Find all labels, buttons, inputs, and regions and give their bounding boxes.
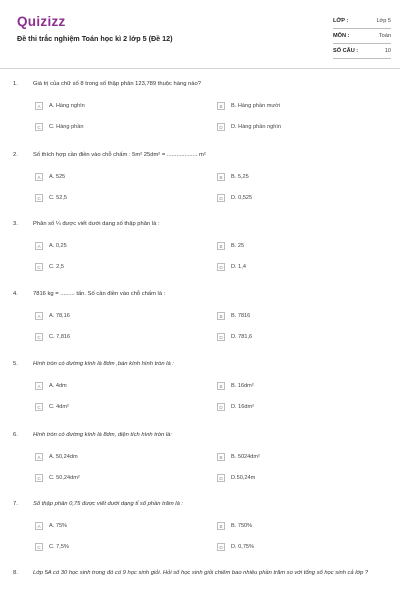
option-letter-box[interactable]: D <box>217 123 225 131</box>
meta-value: 10 <box>384 48 391 54</box>
question-text: Số thập phân 0,75 được viết dưới dạng tỉ số phần trăm là : <box>33 501 184 507</box>
answer-option-c[interactable] <box>35 263 64 271</box>
option-letter-box[interactable]: C <box>35 194 43 202</box>
option-text: C. 50,24dm² <box>49 475 80 481</box>
option-text: A. 75% <box>49 523 68 529</box>
option-text: D. 781,6 <box>231 334 253 340</box>
option-letter-box[interactable]: C <box>35 263 43 271</box>
option-letter-box[interactable]: A <box>35 312 43 320</box>
option-text: A. 78,16 <box>49 313 70 319</box>
meta-label: SỐ CÂU : <box>333 48 359 54</box>
option-text: B. 750% <box>231 523 253 529</box>
question-number: 1. <box>13 81 18 87</box>
option-letter-box[interactable]: A <box>35 522 43 530</box>
option-letter-box[interactable]: D <box>217 474 225 482</box>
option-letter-box[interactable]: A <box>35 173 43 181</box>
option-letter-box[interactable]: B <box>217 522 225 530</box>
meta-value: Lớp 5 <box>376 18 391 24</box>
question-header <box>13 290 389 298</box>
answer-option-a[interactable] <box>35 102 85 110</box>
answer-option-a[interactable] <box>35 382 67 390</box>
option-text: B. 5024dm² <box>231 454 260 460</box>
option-text: A. 4dm <box>49 383 67 389</box>
option-letter-box[interactable]: C <box>35 333 43 341</box>
answer-option-c[interactable] <box>35 333 70 341</box>
answer-option-b[interactable] <box>217 522 252 530</box>
answer-option-c[interactable] <box>35 194 67 202</box>
question-text: 7816 kg = ......... tấn. Số cần điền vào chỗ chấm là : <box>33 291 166 297</box>
meta-label: MÔN : <box>333 33 350 39</box>
quizizz-logo: Quizizz <box>17 14 66 29</box>
meta-box <box>333 14 391 59</box>
question-1 <box>13 80 389 142</box>
option-letter-box[interactable]: A <box>35 382 43 390</box>
answer-option-b[interactable] <box>217 312 250 320</box>
meta-label: LỚP : <box>333 18 349 24</box>
meta-count-row <box>333 44 391 59</box>
answer-option-d[interactable] <box>217 263 246 271</box>
answer-option-b[interactable] <box>217 102 280 110</box>
answer-option-d[interactable] <box>217 474 255 482</box>
answer-option-b[interactable] <box>217 382 254 390</box>
meta-value: Toán <box>378 33 391 39</box>
option-letter-box[interactable]: C <box>35 123 43 131</box>
option-letter-box[interactable]: B <box>217 453 225 461</box>
question-header <box>13 500 389 508</box>
option-text: C. Hàng phần <box>49 124 84 130</box>
page-title: Đề thi trắc nghiệm Toán học kì 2 lớp 5 (Đề 12) <box>17 34 173 43</box>
question-number: 6. <box>13 432 18 438</box>
option-text: B. 25 <box>231 243 245 249</box>
answer-option-c[interactable] <box>35 543 69 551</box>
question-header <box>13 569 389 577</box>
question-header <box>13 431 389 439</box>
question-text: Hình tròn có đường kính là 8dm, diện tích hình tròn là: <box>33 432 172 438</box>
answer-options <box>13 382 389 422</box>
option-text: A. 525 <box>49 174 66 180</box>
option-letter-box[interactable]: D <box>217 403 225 411</box>
option-text: B. 16dm² <box>231 383 254 389</box>
option-letter-box[interactable]: A <box>35 453 43 461</box>
question-2 <box>13 151 389 213</box>
option-letter-box[interactable]: A <box>35 242 43 250</box>
answer-option-b[interactable] <box>217 173 249 181</box>
question-header <box>13 360 389 368</box>
answer-option-d[interactable] <box>217 194 252 202</box>
option-letter-box[interactable]: C <box>35 474 43 482</box>
header-divider <box>0 68 400 69</box>
option-text: D. 0,75% <box>231 544 255 550</box>
option-text: D. Hàng phần nghìn <box>231 124 282 130</box>
question-number: 3. <box>13 221 18 227</box>
question-text: Phân số ¼ được viết dưới dạng số thập phân là : <box>33 221 160 227</box>
question-header <box>13 80 389 88</box>
question-text: Hình tròn có đường kính là 8dm ,bán kính hình tròn là : <box>33 361 174 367</box>
answer-options <box>13 522 389 562</box>
question-number: 5. <box>13 361 18 367</box>
answer-option-c[interactable] <box>35 123 84 131</box>
answer-options <box>13 102 389 142</box>
question-number: 2. <box>13 152 18 158</box>
answer-option-a[interactable] <box>35 453 78 461</box>
answer-options <box>13 173 389 213</box>
option-letter-box[interactable]: C <box>35 543 43 551</box>
answer-option-b[interactable] <box>217 242 244 250</box>
answer-option-d[interactable] <box>217 403 254 411</box>
option-letter-box[interactable]: A <box>35 102 43 110</box>
answer-options <box>13 453 389 493</box>
answer-option-b[interactable] <box>217 453 260 461</box>
answer-option-a[interactable] <box>35 242 67 250</box>
question-3 <box>13 220 389 282</box>
answer-option-a[interactable] <box>35 173 65 181</box>
option-text: C. 2,5 <box>49 264 64 270</box>
option-text: B. Hàng phần mười <box>231 103 281 109</box>
option-letter-box[interactable]: C <box>35 403 43 411</box>
question-text: Số thích hợp cần điền vào chỗ chấm : 5m² 25dm² = ................... m² <box>33 152 206 158</box>
option-letter-box[interactable]: D <box>217 263 225 271</box>
question-text: Lớp 5A có 30 học sinh trong đó có 9 học sinh giỏi. Hỏi số học sinh giỏi chiếm bao nhiêu phần trăm so với tổng số học sinh cả lớp ? <box>33 570 369 576</box>
option-text: C. 4dm² <box>49 404 69 410</box>
question-number: 4. <box>13 291 18 297</box>
option-letter-box[interactable]: D <box>217 194 225 202</box>
option-text: C. 52,5 <box>49 195 68 201</box>
option-text: C. 7,816 <box>49 334 71 340</box>
option-text: A. Hàng nghìn <box>49 103 85 109</box>
meta-subject-row <box>333 29 391 44</box>
question-text: Giá trị của chữ số 8 trong số thập phân 123,789 thuộc hàng nào? <box>33 81 201 87</box>
option-letter-box[interactable]: B <box>217 102 225 110</box>
option-text: B. 5,25 <box>231 174 249 180</box>
option-letter-box[interactable]: D <box>217 333 225 341</box>
question-number: 8. <box>13 570 18 576</box>
option-text: A. 0,25 <box>49 243 67 249</box>
option-text: A. 50,24dm <box>49 454 78 460</box>
option-letter-box[interactable]: B <box>217 173 225 181</box>
option-text: D. 16dm² <box>231 404 255 410</box>
answer-option-d[interactable] <box>217 543 254 551</box>
answer-option-c[interactable] <box>35 403 69 411</box>
question-6 <box>13 431 389 493</box>
option-letter-box[interactable]: B <box>217 242 225 250</box>
option-letter-box[interactable]: B <box>217 312 225 320</box>
question-header <box>13 151 389 159</box>
answer-options <box>13 312 389 352</box>
answer-option-c[interactable] <box>35 474 80 482</box>
answer-option-a[interactable] <box>35 312 70 320</box>
option-text: D.50,24m <box>231 475 256 481</box>
answer-options <box>13 242 389 282</box>
question-7 <box>13 500 389 562</box>
option-text: C. 7,5% <box>49 544 69 550</box>
answer-option-d[interactable] <box>217 333 252 341</box>
option-letter-box[interactable]: B <box>217 382 225 390</box>
question-8 <box>13 569 389 577</box>
option-text: D. 1,4 <box>231 264 246 270</box>
option-text: D. 0,525 <box>231 195 253 201</box>
question-header <box>13 220 389 228</box>
question-number: 7. <box>13 501 18 507</box>
answer-option-a[interactable] <box>35 522 67 530</box>
question-4 <box>13 290 389 352</box>
answer-option-d[interactable] <box>217 123 281 131</box>
question-5 <box>13 360 389 422</box>
option-letter-box[interactable]: D <box>217 543 225 551</box>
meta-class-row <box>333 14 391 29</box>
option-text: B. 7816 <box>231 313 251 319</box>
